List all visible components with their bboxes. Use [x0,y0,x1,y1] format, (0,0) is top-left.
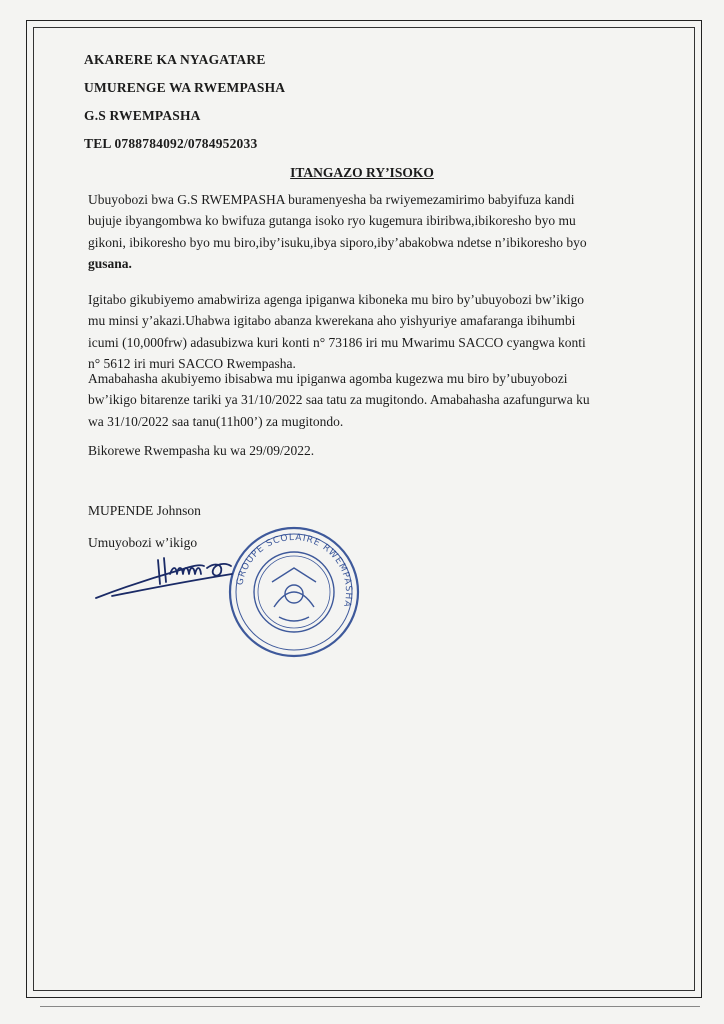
paragraph-line: icumi (10,000frw) adasubizwa kuri konti n° 73186 iri mu Mwarimu SACCO cyangwa konti [88,334,586,350]
paragraph-line: wa 31/10/2022 saa tanu(11h00’) za mugitondo. [88,413,344,429]
paragraph-line: n° 5612 iri muri SACCO Rwempasha. [88,355,296,371]
bottom-rule [40,1006,700,1007]
paragraph-line: Ubuyobozi bwa G.S RWEMPASHA buramenyesha ba rwiyemezamirimo babyifuza kandi [88,192,575,207]
date-line: Bikorewe Rwempasha ku wa 29/09/2022. [88,443,315,458]
header-sector: UMURENGE WA RWEMPASHA [84,80,286,95]
paragraph-tender-document [88,289,656,374]
header-telephone: TEL 0788784092/0784952033 [84,136,258,151]
paragraph-line: Amabahasha akubiyemo ibisabwa mu ipiganwa agomba kugezwa mu biro by’ubuyobozi [88,371,568,386]
paragraph-date [88,440,656,461]
paragraph-announcement [88,189,656,274]
header-school: G.S RWEMPASHA [84,108,201,123]
header-district: AKARERE KA NYAGATARE [84,52,266,67]
paragraph-line: mu minsi y’akazi.Uhabwa igitabo abanza kwerekana aho yishyuriye amafaranga ibihumbi [88,313,576,329]
paragraph-line: Igitabo gikubiyemo amabwiriza agenga ipiganwa kiboneka mu biro by’ubuyobozi bw’ikigo [88,292,584,307]
document-title: ITANGAZO RY’ISOKO [290,165,434,180]
signatory-name: MUPENDE Johnson [88,503,201,518]
stamp-ring-text: GROUPE SCOLAIRE RWEMPASHA [235,532,354,609]
signatory-role: Umuyobozi w’ikigo [88,535,198,550]
paragraph-line: gikoni, ibikoresho byo mu biro,iby’isuku,ibya siporo,iby’abakobwa ndetse n’ibikoresho byo [88,234,587,250]
paragraph-line: bujuje ibyangombwa ko bwifuza gutanga isoko ryo kugemura ibiribwa,ibikoresho byo mu [88,213,576,229]
school-stamp [224,522,364,662]
paragraph-submission [88,368,656,432]
paragraph-line: bw’ikigo bitarenze tariki ya 31/10/2022 saa tatu za mugitondo. Amabahasha azafungurwa ku [88,392,590,408]
paragraph-line: gusana. [88,255,132,271]
signature [92,548,242,608]
